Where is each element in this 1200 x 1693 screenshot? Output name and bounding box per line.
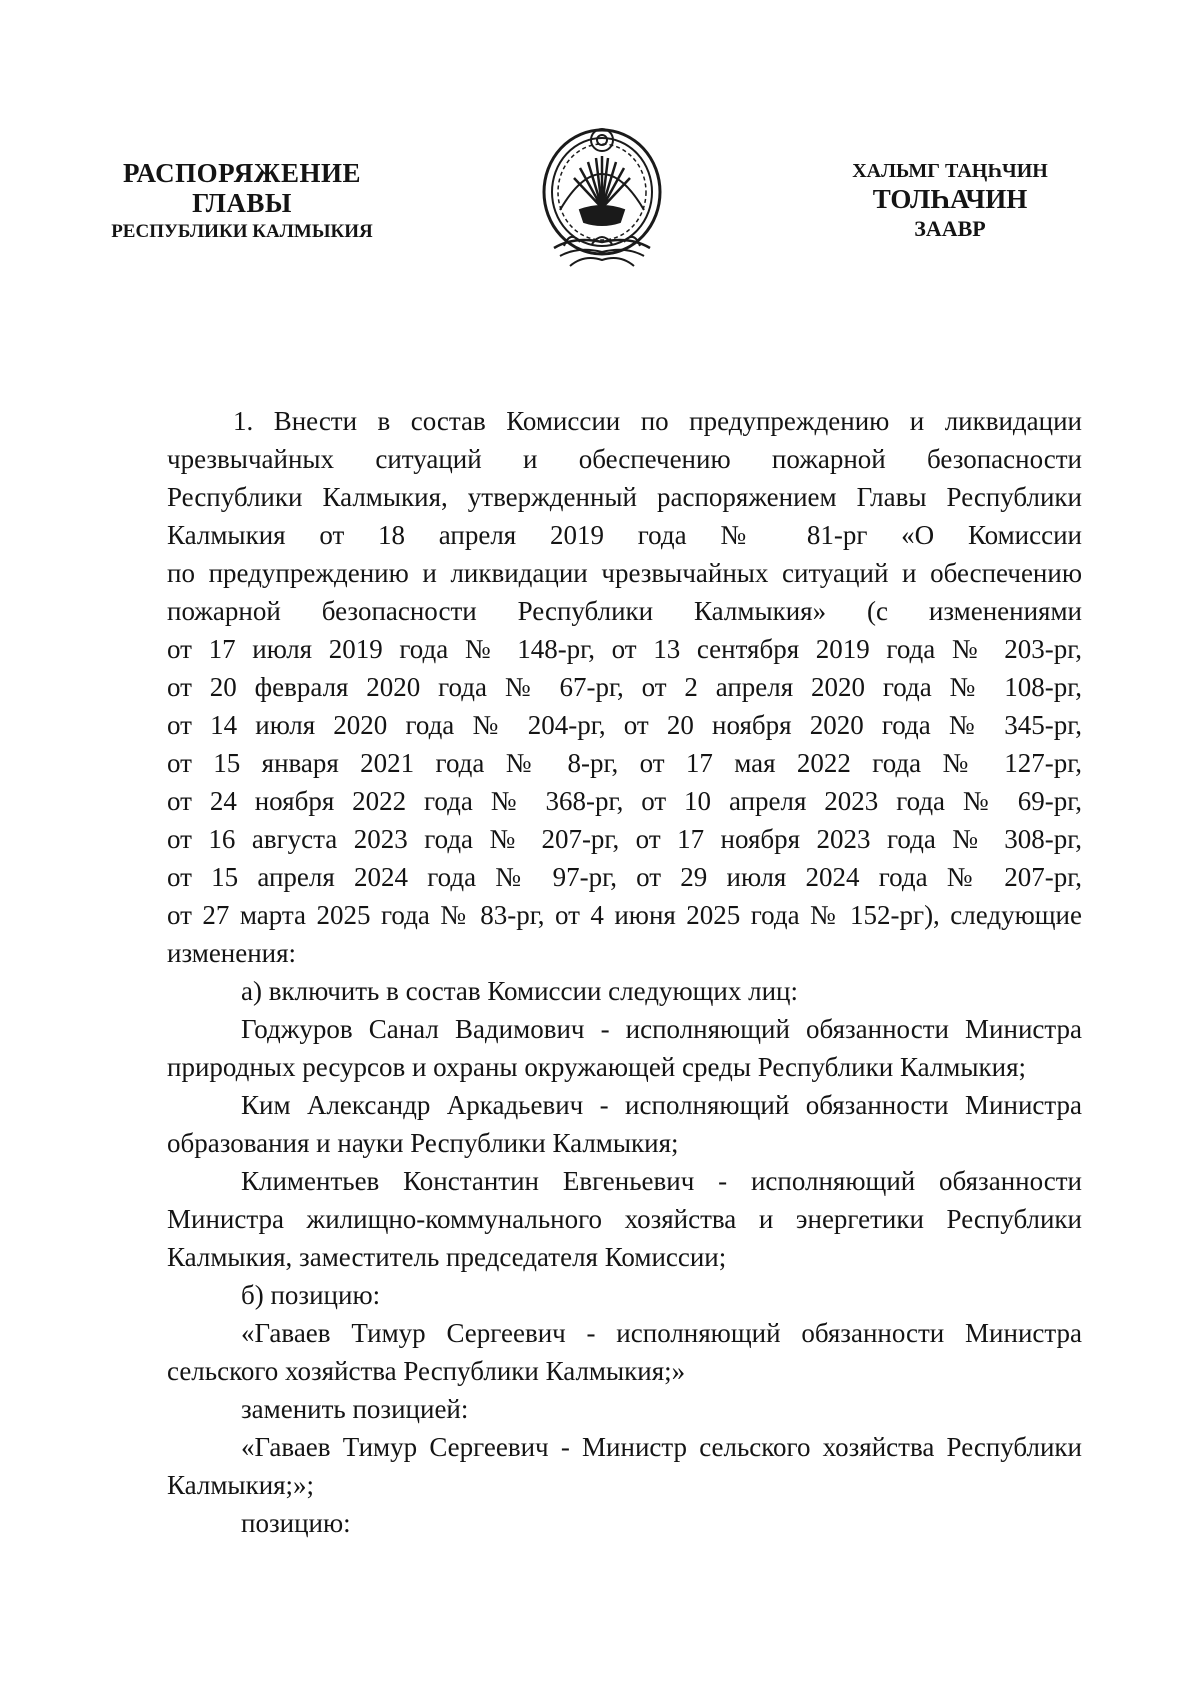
body-line: от 24 ноября 2022 года № 368-рг, от 10 апреля 2023 года № 69-рг, [167, 786, 1082, 816]
body-line: образования и науки Республики Калмыкия; [167, 1128, 679, 1158]
body-line: природных ресурсов и охраны окружающей среды Республики Калмыкия; [167, 1052, 1027, 1082]
body-line: Калмыкия, заместитель председателя Комиссии; [167, 1242, 727, 1272]
body-line: Республики Калмыкия, утвержденный распоряжением Главы Республики [167, 482, 1082, 512]
body-line: от 16 августа 2023 года № 207-рг, от 17 ноября 2023 года № 308-рг, [167, 824, 1082, 854]
body-line: Министра жилищно-коммунального хозяйства и энергетики Республики [167, 1204, 1082, 1234]
body-line: от 27 марта 2025 года № 83-рг, от 4 июня 2025 года № 152-рг), следующие [167, 900, 1082, 930]
body-line: а) включить в состав Комиссии следующих лиц: [241, 976, 799, 1006]
header-right [820, 160, 1080, 241]
body-line: позицию: [241, 1508, 351, 1538]
body-line: сельского хозяйства Республики Калмыкия;» [167, 1356, 686, 1386]
body-line: от 17 июля 2019 года № 148-рг, от 13 сентября 2019 года № 203-рг, [167, 634, 1082, 664]
body-line: заменить позицией: [241, 1394, 469, 1424]
header-right-line-2: ТОЛҺАЧИН [872, 184, 1028, 215]
kalmykia-coat-of-arms-icon [534, 118, 670, 280]
body-line: Годжуров Санал Вадимович - исполняющий обязанности Министра [241, 1014, 1082, 1044]
header-left-line-2: ГЛАВЫ [192, 188, 292, 219]
body-line: б) позицию: [241, 1280, 381, 1310]
body-line: чрезвычайных ситуаций и обеспечению пожарной безопасности [167, 444, 1082, 474]
document-body [167, 402, 1082, 1542]
body-line: от 15 января 2021 года № 8-рг, от 17 мая 2022 года № 127-рг, [167, 748, 1082, 778]
body-line: «Гаваев Тимур Сергеевич - Министр сельского хозяйства Республики [241, 1432, 1082, 1462]
body-line: Климентьев Константин Евгеньевич - исполняющий обязанности [241, 1166, 1082, 1196]
body-line: Калмыкия от 18 апреля 2019 года № 81-рг «О Комиссии [167, 520, 1082, 550]
body-line: по предупреждению и ликвидации чрезвычайных ситуаций и обеспечению [167, 558, 1082, 588]
header-left-line-1: РАСПОРЯЖЕНИЕ [122, 158, 362, 188]
body-line: «Гаваев Тимур Сергеевич - исполняющий обязанности Министра [241, 1318, 1082, 1348]
header-right-line-3: ЗААВР [914, 215, 986, 241]
body-line: от 14 июля 2020 года № 204-рг, от 20 ноября 2020 года № 345-рг, [167, 710, 1082, 740]
body-line: изменения: [167, 938, 297, 968]
body-line: 1. Внести в состав Комиссии по предупреждению и ликвидации [233, 406, 1082, 436]
body-line: Калмыкия;»; [167, 1470, 315, 1500]
body-line: Ким Александр Аркадьевич - исполняющий обязанности Министра [241, 1090, 1082, 1120]
header-left-line-3: РЕСПУБЛИКИ КАЛМЫКИЯ [111, 221, 373, 243]
body-line: от 15 апреля 2024 года № 97-рг, от 29 июля 2024 года № 207-рг, [167, 862, 1082, 892]
body-line: пожарной безопасности Республики Калмыкия» (с изменениями [167, 596, 1082, 626]
header-left [82, 158, 402, 243]
body-line: от 20 февраля 2020 года № 67-рг, от 2 апреля 2020 года № 108-рг, [167, 672, 1082, 702]
header-right-line-1: ХАЛЬМГ ТАҢҺЧИН [852, 160, 1048, 182]
